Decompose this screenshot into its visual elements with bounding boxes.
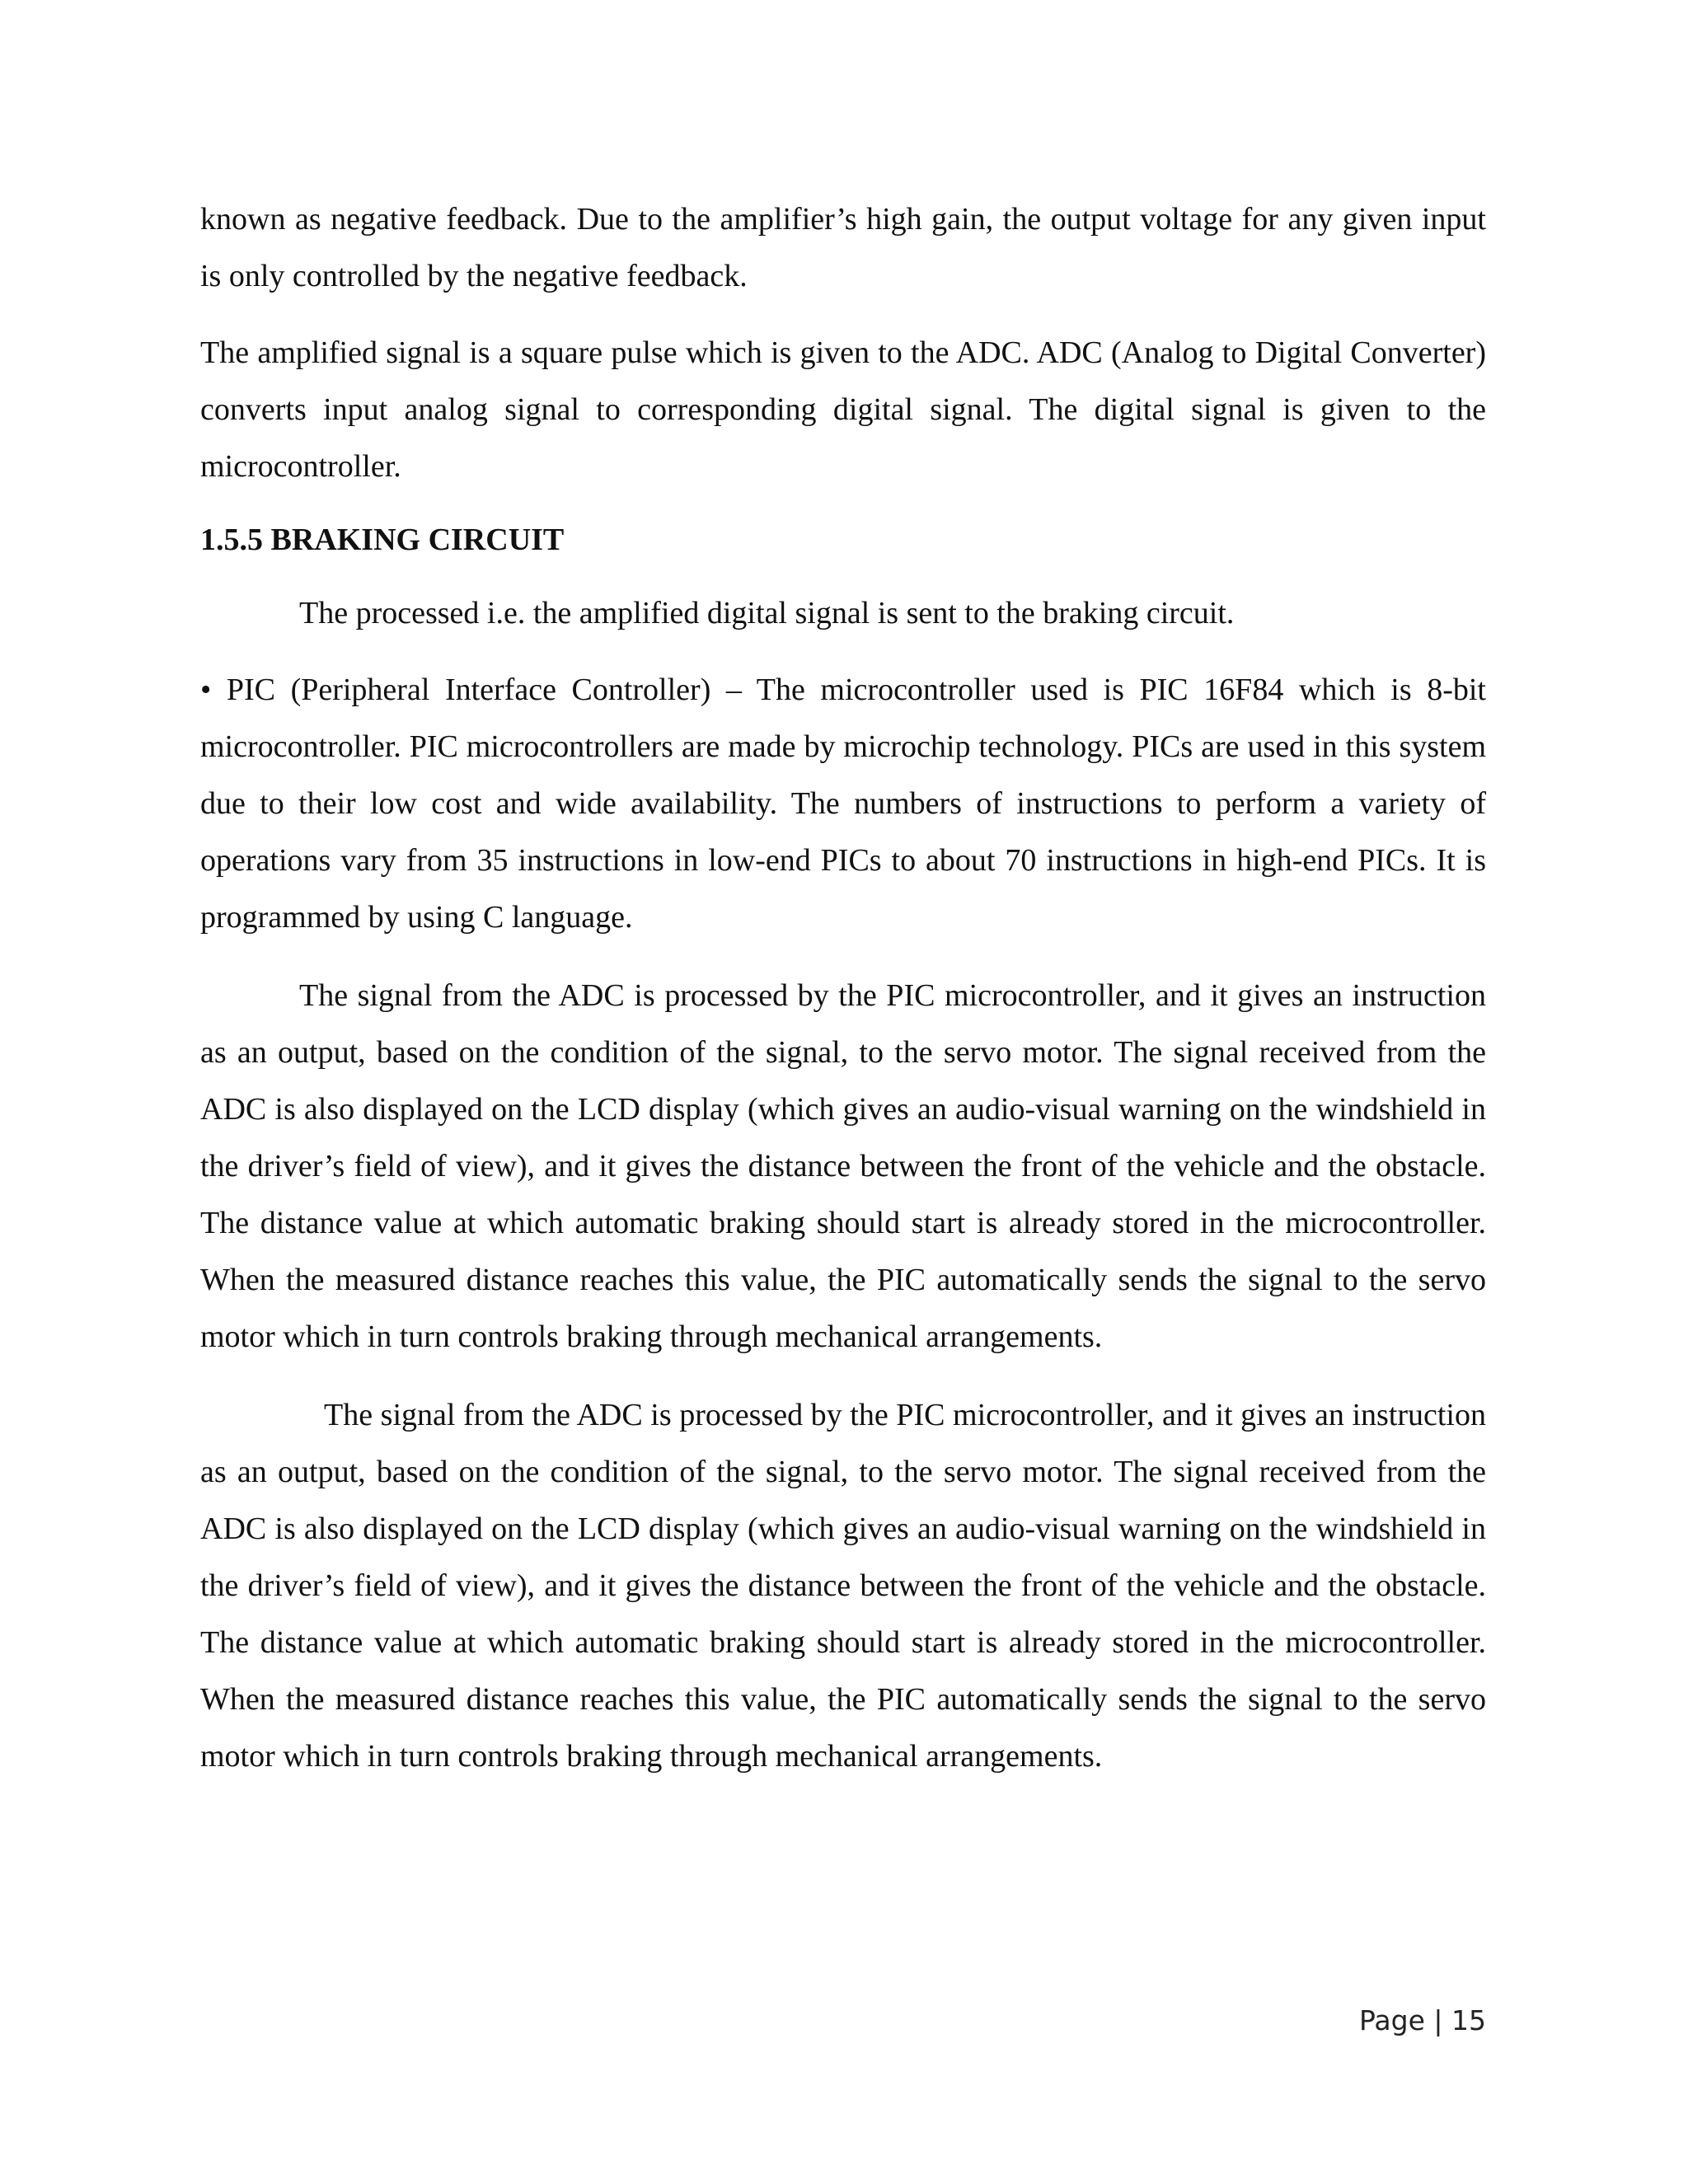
paragraph-adc: The amplified signal is a square pulse which is given to the ADC. ADC (Analog to Digital Converter) converts input analog signal to corresponding digital signal. The digital signal is given to the microcontroller.	[200, 335, 1486, 484]
paragraph-signal-processing-2: The signal from the ADC is processed by the PIC microcontroller, and it gives an instruction as an output, based on the condition of the signal, to the servo motor. The signal received from the ADC is also displayed on the LCD display (which gives an audio-visual warning on the windshield in the driver’s field of view), and it gives the distance between the front of the vehicle and the obstacle. The distance value at which automatic braking should start is already stored in the microcontroller. When the measured distance reaches this value, the PIC automatically sends the signal to the servo motor which in turn controls braking through mechanical arrangements.	[200, 1398, 1486, 1774]
section-heading: 1.5.5 BRAKING CIRCUIT	[200, 523, 565, 557]
paragraph-negative-feedback: known as negative feedback. Due to the amplifier’s high gain, the output voltage for any given input is only controlled by the negative feedback.	[200, 202, 1486, 293]
page-number: Page | 15	[1359, 2004, 1486, 2036]
paragraph-pic: • PIC (Peripheral Interface Controller) – The microcontroller used is PIC 16F84 which is 8-bit microcontroller. PIC microcontrollers are made by microchip technology. PICs are used in this system due to their low cost and wide availability. The numbers of instructions to perform a variety of operations vary from 35 instructions in low-end PICs to about 70 instructions in high-end PICs. It is programmed by using C language.	[200, 673, 1486, 935]
paragraph-signal-processing-1: The signal from the ADC is processed by the PIC microcontroller, and it gives an instruction as an output, based on the condition of the signal, to the servo motor. The signal received from the ADC is also displayed on the LCD display (which gives an audio-visual warning on the windshield in the driver’s field of view), and it gives the distance between the front of the vehicle and the obstacle. The distance value at which automatic braking should start is already stored in the microcontroller. When the measured distance reaches this value, the PIC automatically sends the signal to the servo motor which in turn controls braking through mechanical arrangements.	[200, 978, 1486, 1354]
page-content	[200, 191, 1486, 1785]
paragraph-braking-intro: The processed i.e. the amplified digital signal is sent to the braking circuit.	[299, 596, 1235, 630]
